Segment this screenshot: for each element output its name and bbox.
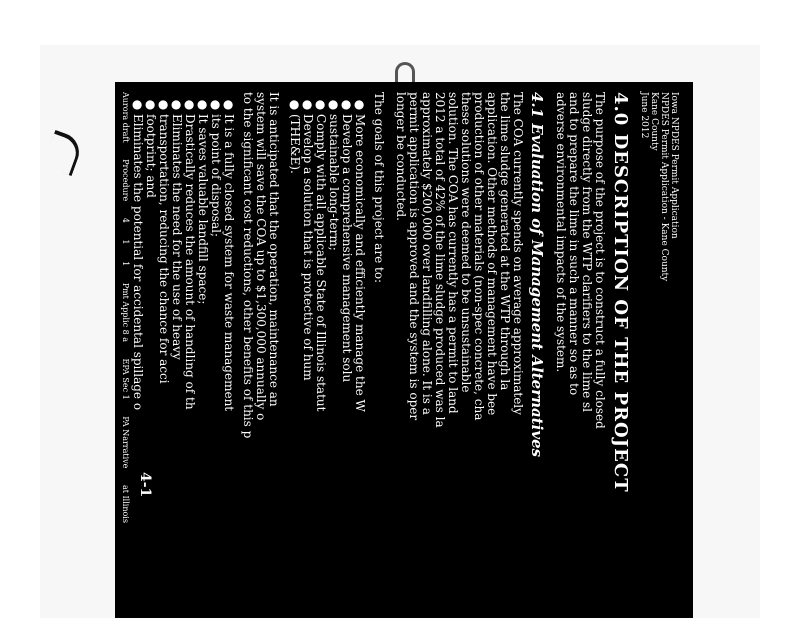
footer-item: Aurora draft xyxy=(121,92,130,143)
footer-item: Procedure xyxy=(121,159,130,202)
text-line: 2012 a total of 42% of the lime sludge produced was la xyxy=(433,92,447,428)
document-header xyxy=(639,92,679,608)
list-item: • Comply with all applicable State of Illinois statut xyxy=(314,114,327,608)
benefits-list xyxy=(131,92,235,608)
list-item: • Develop a solution that is protective of hum xyxy=(301,114,314,608)
text-line: longer be conducted. xyxy=(394,92,408,221)
list-item: transportation, reducing the chance for acci xyxy=(157,114,171,384)
text-line: The COA currently spends on average approximately xyxy=(511,92,525,415)
header-line: June 2012 xyxy=(639,92,649,139)
rotated-page-content xyxy=(115,82,693,618)
text-line: solution. The COA has currently has a permit to land xyxy=(446,92,460,414)
page-number: 4-1 xyxy=(137,472,153,498)
list-item: • Drastically reduces the amount of handling of th xyxy=(183,114,196,608)
list-item: footprint; and xyxy=(144,114,158,198)
text-line: these solutions were deemed to be unsustainable xyxy=(459,92,473,393)
text-line: application. Other methods of management have bee xyxy=(485,92,499,416)
section-intro xyxy=(554,92,606,608)
list-item: • It saves valuable landfill space; xyxy=(196,114,209,608)
document-page xyxy=(115,82,693,618)
text-line: system will save the COA up to $1,300,000 annually o xyxy=(254,92,268,421)
staple-mark xyxy=(395,62,415,82)
text-line: sludge directly from the WTP clarifiers to the lime sl xyxy=(580,92,594,413)
list-item: its point of disposal; xyxy=(209,114,223,237)
subsection-body xyxy=(394,92,524,608)
header-line: Kane County xyxy=(649,92,659,151)
anticipated-paragraph xyxy=(241,92,280,608)
text-line: to the significant cost reductions, other benefits of this p xyxy=(241,92,255,439)
page-footer xyxy=(121,92,130,608)
list-item: • Eliminates the need for the use of heavy xyxy=(170,114,183,608)
list-item: • More economically and efficiently manage the W xyxy=(353,114,366,608)
footer-item: 4 xyxy=(121,217,130,223)
text-line: the lime sludge generated at the WTP through la xyxy=(498,92,512,391)
footer-item: EPA Sec 1 xyxy=(121,358,130,400)
goals-list xyxy=(288,92,366,608)
list-item: sustainable long-term; xyxy=(327,114,341,251)
list-item: • Develop a comprehensive management solu xyxy=(340,114,353,608)
section-title: 4.0 DESCRIPTION OF THE PROJECT xyxy=(610,92,631,493)
text-line: and to prepare the lime in such a manner so as to xyxy=(567,92,581,396)
text-line: production of other materials (non-spec concrete, cha xyxy=(472,92,486,421)
text-line: permit application is approved and the system is oper xyxy=(407,92,421,421)
list-item: • Eliminates the potential for accidental spillage o xyxy=(131,114,144,608)
footer-item: at Illinois xyxy=(121,484,130,523)
header-line: NPDES Permit Application - Kane County xyxy=(659,92,669,282)
list-item: (THE&E). xyxy=(288,114,302,174)
footer-item: 1 xyxy=(121,261,130,267)
footer-item: Pmt Applic 8 a xyxy=(121,282,130,342)
text-line: It is anticipated that the operation, maintenance an xyxy=(267,92,281,407)
footer-item: PA Narrative xyxy=(121,416,130,469)
goals-intro: The goals of this project are to: xyxy=(372,92,386,284)
text-line: adverse environmental impacts of the system. xyxy=(554,92,568,373)
text-line: The purpose of the project is to construct a fully closed xyxy=(593,92,607,429)
footer-item: 1 xyxy=(121,239,130,245)
subsection-title: 4.1 Evaluation of Management Alternatives xyxy=(528,92,546,458)
text-line: approximately $200,000 over landfilling alone. It is a xyxy=(420,92,434,415)
list-item: • It is a fully closed system for waste management xyxy=(222,114,235,608)
header-line: Iowa NPDES Permit Application xyxy=(669,92,679,239)
